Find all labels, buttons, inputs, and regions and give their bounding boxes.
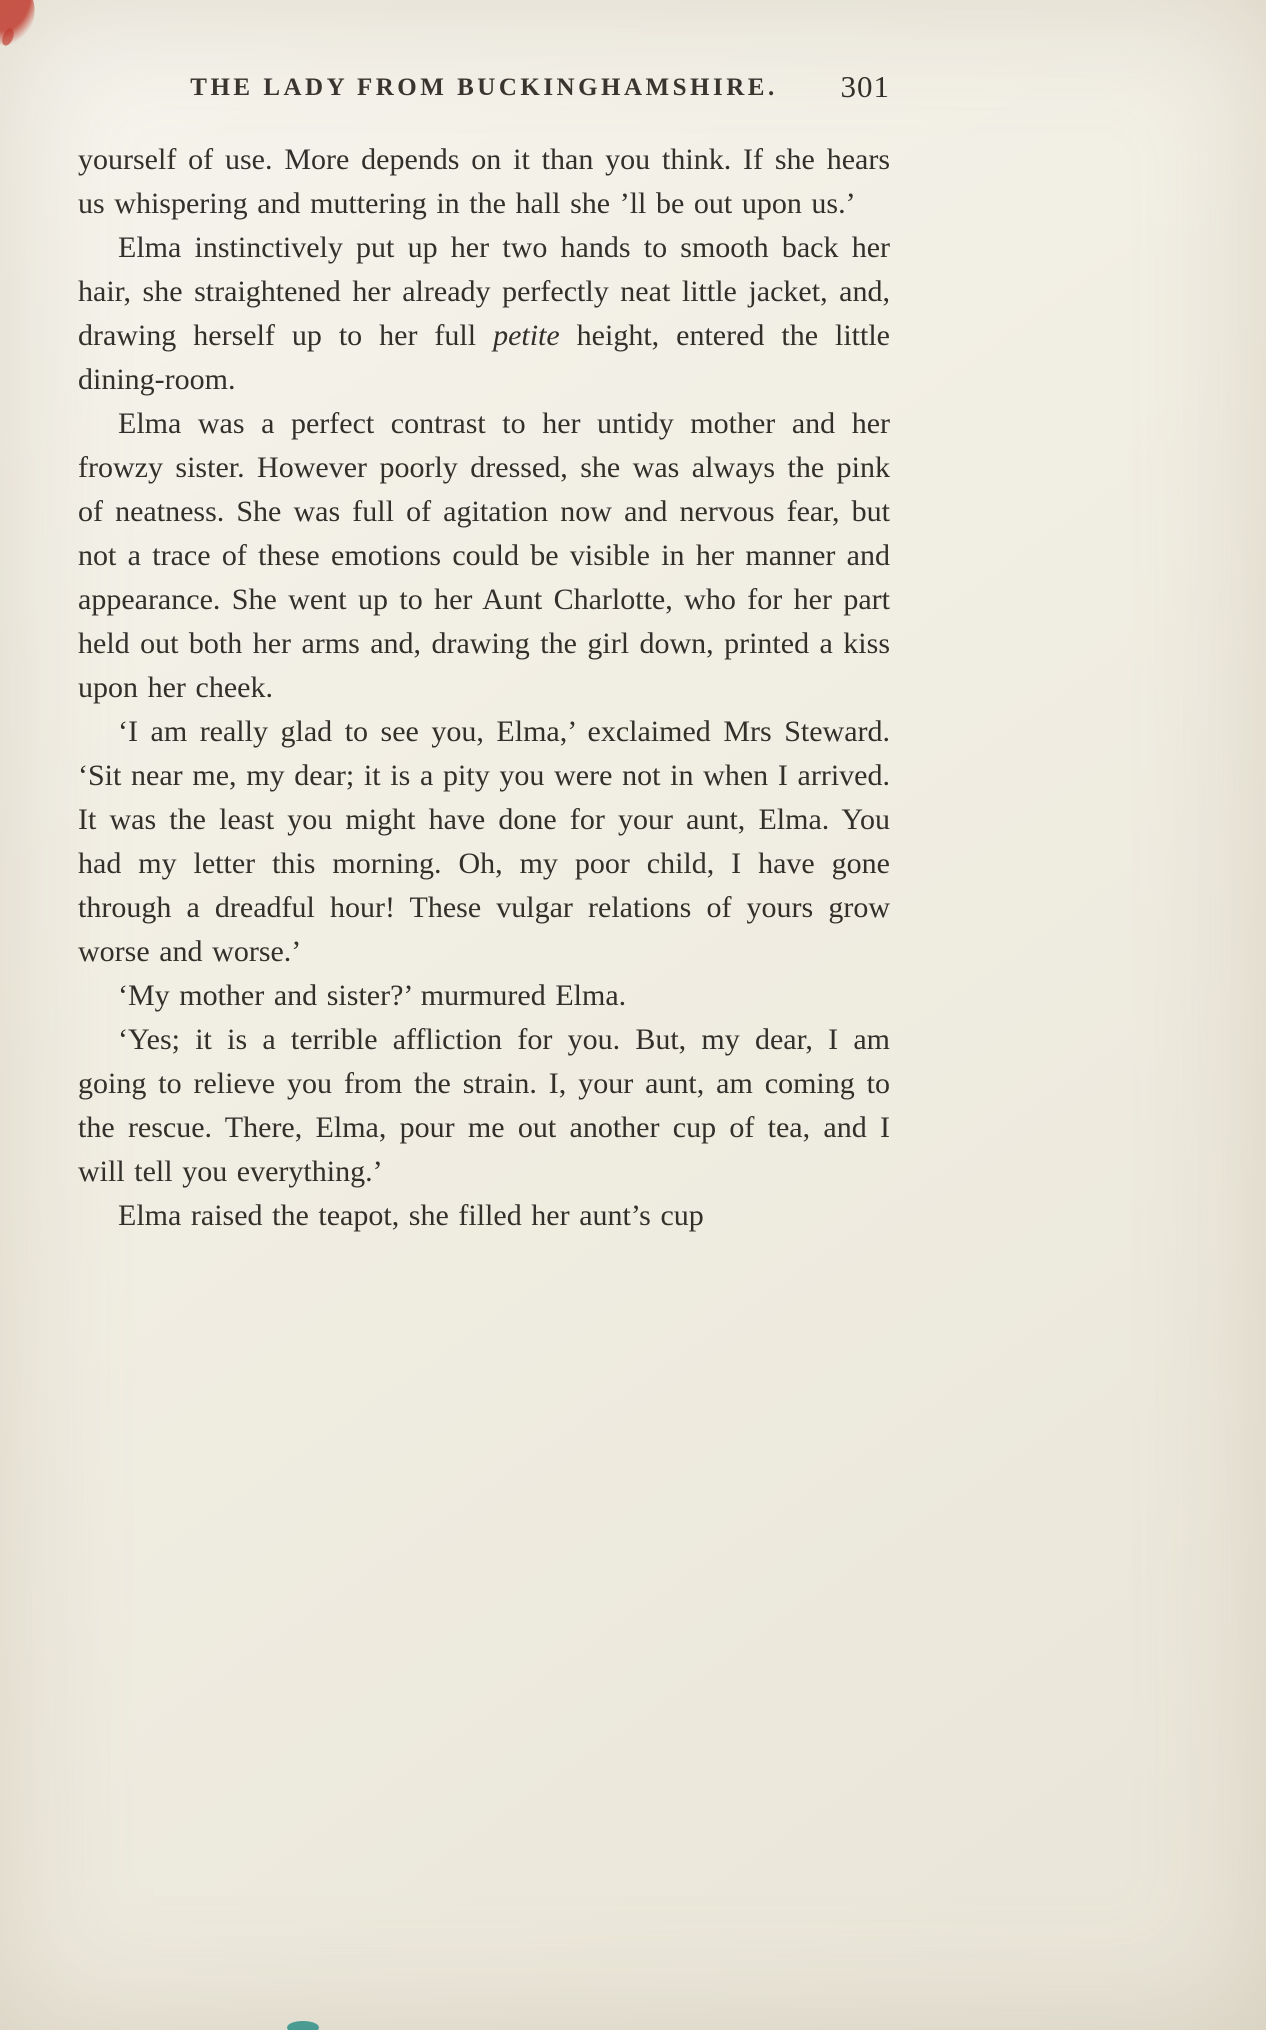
paragraph — [78, 710, 890, 974]
scan-artifact-teal-bottom — [287, 2021, 319, 2030]
paragraph — [78, 974, 890, 1018]
paragraph — [78, 226, 890, 402]
running-title: THE LADY FROM BUCKINGHAMSHIRE. — [190, 74, 778, 101]
text-segment: ‘Yes; it is a terrible affliction for you. But, my dear, I am going to relieve you from the strain. I, your aunt, am coming to the rescue. There, Elma, pour me out another cup of tea, and I will tell you everything.’ — [78, 1023, 890, 1188]
page-header — [78, 69, 890, 114]
text-segment: height, entered the little dining-room. — [78, 319, 890, 396]
text-segment: yourself of use. More depends on it than you think. If she hears us whispering and muttering in the hall she ’ll be out upon us.’ — [78, 143, 890, 220]
text-segment: ‘My mother and sister?’ murmured Elma. — [118, 979, 627, 1012]
body-text — [78, 138, 890, 1238]
text-segment: Elma was a perfect contrast to her untidy mother and her frowzy sister. However poorly dressed, she was always the pink of neatness. She was full of agitation now and nervous fear, but not a trace of these emotions could be visible in her manner and appearance. She went up to her Aunt Charlotte, who for her part held out both her arms and, drawing the girl down, printed a kiss upon her cheek. — [78, 407, 890, 704]
text-segment: Elma raised the teapot, she filled her aunt’s cup — [118, 1199, 704, 1232]
italic-text: petite — [493, 319, 560, 352]
paragraph — [78, 1194, 890, 1238]
page-number: 301 — [840, 69, 890, 104]
paragraph — [78, 1018, 890, 1194]
text-segment: ‘I am really glad to see you, Elma,’ exclaimed Mrs Steward. ‘Sit near me, my dear; it is a pity you were not in when I arrived. It was the least you might have done for your aunt, Elma. You had my letter this morning. Oh, my poor child, I have gone through a dreadful hour! These vulgar relations of yours grow worse and worse.’ — [78, 715, 890, 968]
paragraph — [78, 138, 890, 226]
paragraph — [78, 402, 890, 710]
text-segment: Elma instinctively put up her two hands to smooth back her hair, she straightened her already perfectly neat little jacket, and, drawing herself up to her full — [78, 231, 890, 352]
